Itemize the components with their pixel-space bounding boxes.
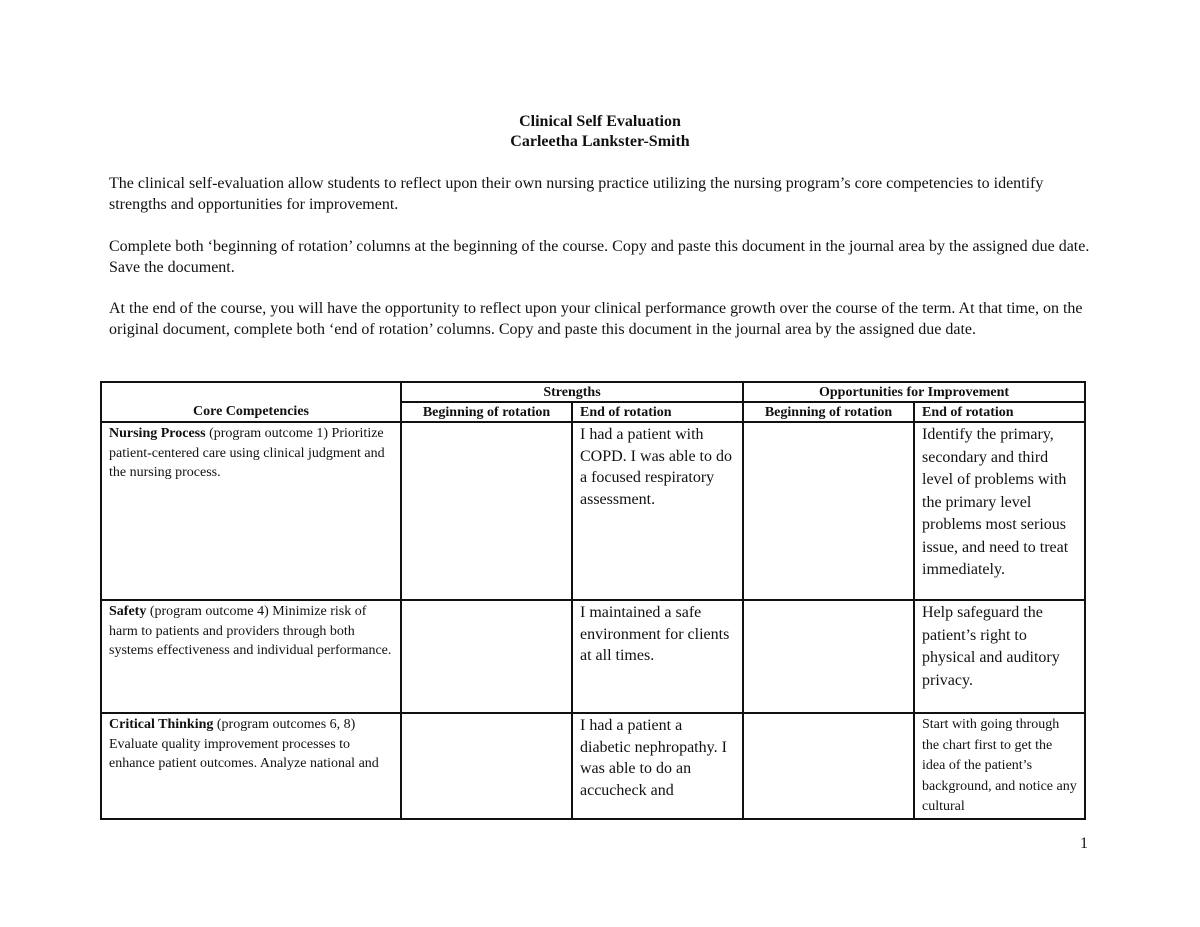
instructions-paragraph: Complete both ‘beginning of rotation’ columns at the beginning of the course. Copy and paste this document in the journal area by the assigned due date. Save the document. [109, 238, 1090, 276]
competency-description: (program outcome 4) Minimize risk of harm to patients and providers through both systems effectiveness and individual performance. [109, 604, 392, 658]
strengths-beginning-cell [401, 713, 572, 819]
page-number: 1 [1080, 835, 1088, 852]
competency-cell [101, 713, 401, 819]
group-header-row [101, 382, 1085, 402]
opportunities-header: Opportunities for Improvement [743, 382, 1085, 402]
competency-name: Nursing Process [109, 426, 206, 441]
strengths-end-cell: I had a patient a diabetic nephropathy. I was able to do an accucheck and [572, 713, 743, 819]
competency-cell [101, 600, 401, 713]
strengths-end-header: End of rotation [572, 402, 743, 422]
opportunities-end-cell: Help safeguard the patient’s right to physical and auditory privacy. [914, 600, 1085, 713]
strengths-end-cell: I had a patient with COPD. I was able to do a focused respiratory assessment. [572, 422, 743, 600]
header-blank-cell [101, 382, 401, 402]
strengths-end-cell: I maintained a safe environment for clients at all times. [572, 600, 743, 713]
competency-name: Safety [109, 604, 147, 619]
competency-description: (program outcomes 6, 8) Evaluate quality improvement processes to enhance patient outcomes. Analyze national and [109, 717, 379, 771]
opportunities-beginning-header: Beginning of rotation [743, 402, 914, 422]
strengths-beginning-cell [401, 600, 572, 713]
strengths-header: Strengths [401, 382, 743, 402]
competency-description: (program outcome 1) Prioritize patient-centered care using clinical judgment and the nursing process. [109, 426, 385, 480]
opportunities-end-header: End of rotation [914, 402, 1085, 422]
intro-paragraph: The clinical self-evaluation allow students to reflect upon their own nursing practice utilizing the nursing program’s core competencies to identify strengths and opportunities for improvement. [109, 175, 1044, 213]
competency-name: Critical Thinking [109, 717, 214, 732]
opportunities-end-cell: Start with going through the chart first to get the idea of the patient’s background, and notice any cultural [914, 713, 1085, 819]
strengths-beginning-header: Beginning of rotation [401, 402, 572, 422]
table-row [101, 422, 1085, 600]
competency-cell [101, 422, 401, 600]
table-row [101, 600, 1085, 713]
opportunities-beginning-cell [743, 600, 914, 713]
column-header-row [101, 402, 1085, 422]
document-title: Clinical Self Evaluation [519, 113, 681, 130]
opportunities-beginning-cell [743, 422, 914, 600]
competency-table [100, 381, 1086, 820]
end-of-course-paragraph: At the end of the course, you will have the opportunity to reflect upon your clinical performance growth over the course of the term. At that time, on the original document, complete both ‘end of rotation’ columns. Copy and paste this document in the journal area by the assigned due date. [109, 300, 1083, 338]
author-name: Carleetha Lankster-Smith [510, 133, 690, 150]
opportunities-beginning-cell [743, 713, 914, 819]
table-row [101, 713, 1085, 819]
opportunities-end-cell: Identify the primary, secondary and third level of problems with the primary level problems most serious issue, and need to treat immediately. [914, 422, 1085, 600]
core-competencies-header: Core Competencies [101, 402, 401, 422]
strengths-beginning-cell [401, 422, 572, 600]
